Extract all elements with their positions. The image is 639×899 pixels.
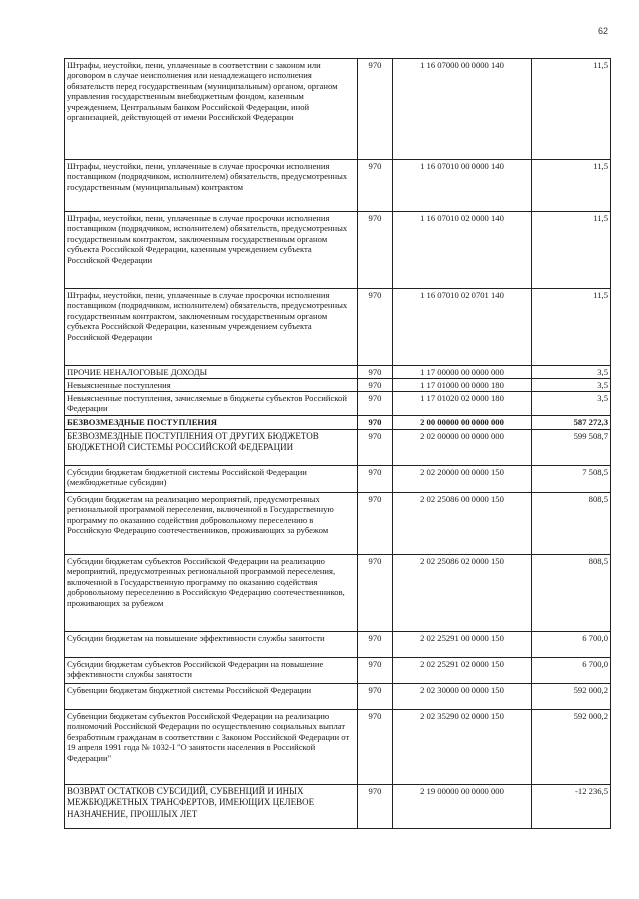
table-row bbox=[65, 493, 611, 555]
row-name: БЕЗВОЗМЕЗДНЫЕ ПОСТУПЛЕНИЯ bbox=[65, 416, 358, 430]
row-admin-code: 970 bbox=[358, 466, 393, 493]
row-name: Невыясненные поступления bbox=[65, 379, 358, 392]
row-name: Субсидии бюджетам на повышение эффективности службы занятости bbox=[65, 632, 358, 658]
row-name: Штрафы, неустойки, пени, уплаченные в случае просрочки исполнения поставщиком (подрядчиком, исполнителем) обязательств, предусмотренных государственным контрактом, заключенным государственным органом субъекта Российской Федерации, казенным учреждением субъекта Российской Федерации bbox=[65, 289, 358, 366]
row-amount: 599 508,7 bbox=[532, 430, 611, 466]
row-name: Штрафы, неустойки, пени, уплаченные в соответствии с законом или договором в случае неисполнения или ненадлежащего исполнения обязательств перед государственным (муниципальным) органом, органом управления государственным внебюджетным фондом, казенным учреждением, Центральным банком Российской Федерации, иной организацией, действующей от имени Российской Федерации bbox=[65, 59, 358, 160]
row-name: Субсидии бюджетам бюджетной системы Российской Федерации (межбюджетные субсидии) bbox=[65, 466, 358, 493]
row-classification-code: 2 02 20000 00 0000 150 bbox=[393, 466, 532, 493]
row-admin-code: 970 bbox=[358, 555, 393, 632]
row-amount: 11,5 bbox=[532, 59, 611, 160]
row-admin-code: 970 bbox=[358, 710, 393, 785]
row-amount: 592 000,2 bbox=[532, 684, 611, 710]
row-classification-code: 2 00 00000 00 0000 000 bbox=[393, 416, 532, 430]
row-classification-code: 2 02 25291 00 0000 150 bbox=[393, 632, 532, 658]
row-classification-code: 1 16 07000 00 0000 140 bbox=[393, 59, 532, 160]
row-amount: 6 700,0 bbox=[532, 658, 611, 684]
table-row bbox=[65, 212, 611, 289]
table-row bbox=[65, 710, 611, 785]
table-row bbox=[65, 555, 611, 632]
row-admin-code: 970 bbox=[358, 392, 393, 416]
table-row bbox=[65, 632, 611, 658]
row-classification-code: 2 02 35290 02 0000 150 bbox=[393, 710, 532, 785]
row-amount: 808,5 bbox=[532, 493, 611, 555]
row-name: Невыясненные поступления, зачисляемые в бюджеты субъектов Российской Федерации bbox=[65, 392, 358, 416]
row-amount: 7 508,5 bbox=[532, 466, 611, 493]
row-amount: 6 700,0 bbox=[532, 632, 611, 658]
row-classification-code: 2 02 30000 00 0000 150 bbox=[393, 684, 532, 710]
row-admin-code: 970 bbox=[358, 684, 393, 710]
row-name: Субсидии бюджетам на реализацию мероприятий, предусмотренных региональной программой переселения, включенной в Государственную программу по оказанию содействия добровольному переселению в Российскую Федерацию соотечественников, проживающих за рубежом bbox=[65, 493, 358, 555]
row-name: Штрафы, неустойки, пени, уплаченные в случае просрочки исполнения поставщиком (подрядчиком, исполнителем) обязательств, предусмотренных государственным (муниципальным) контрактом bbox=[65, 160, 358, 212]
row-classification-code: 1 17 01020 02 0000 180 bbox=[393, 392, 532, 416]
row-classification-code: 1 16 07010 02 0000 140 bbox=[393, 212, 532, 289]
row-classification-code: 2 02 25086 02 0000 150 bbox=[393, 555, 532, 632]
table-row bbox=[65, 289, 611, 366]
row-classification-code: 2 02 25086 00 0000 150 bbox=[393, 493, 532, 555]
table-row bbox=[65, 658, 611, 684]
table-row bbox=[65, 59, 611, 160]
table-row bbox=[65, 466, 611, 493]
row-name: ПРОЧИЕ НЕНАЛОГОВЫЕ ДОХОДЫ bbox=[65, 366, 358, 379]
row-name: Субвенции бюджетам субъектов Российской Федерации на реализацию полномочий Российской Федерации по осуществлению социальных выплат безработным гражданам в соответствии с Законом Российской Федерации от 19 апреля 1991 года № 1032-I "О занятости населения в Российской Федерации" bbox=[65, 710, 358, 785]
row-name: Субсидии бюджетам субъектов Российской Федерации на реализацию мероприятий, предусмотренных региональной программой переселения, включенной в Государственную программу по оказанию содействия добровольному переселению в Российскую Федерацию соотечественников, проживающих за рубежом bbox=[65, 555, 358, 632]
row-amount: 3,5 bbox=[532, 392, 611, 416]
row-amount: 808,5 bbox=[532, 555, 611, 632]
row-admin-code: 970 bbox=[358, 430, 393, 466]
row-classification-code: 1 17 01000 00 0000 180 bbox=[393, 379, 532, 392]
row-admin-code: 970 bbox=[358, 785, 393, 829]
row-admin-code: 970 bbox=[358, 658, 393, 684]
row-admin-code: 970 bbox=[358, 379, 393, 392]
row-admin-code: 970 bbox=[358, 59, 393, 160]
row-name: Штрафы, неустойки, пени, уплаченные в случае просрочки исполнения поставщиком (подрядчиком, исполнителем) обязательств, предусмотренных государственным контрактом, заключенным государственным органом субъекта Российской Федерации, казенным учреждением субъекта Российской Федерации bbox=[65, 212, 358, 289]
row-name: Субсидии бюджетам субъектов Российской Федерации на повышение эффективности службы занятости bbox=[65, 658, 358, 684]
table-row bbox=[65, 684, 611, 710]
row-amount: 11,5 bbox=[532, 212, 611, 289]
row-name: БЕЗВОЗМЕЗДНЫЕ ПОСТУПЛЕНИЯ ОТ ДРУГИХ БЮДЖЕТОВ БЮДЖЕТНОЙ СИСТЕМЫ РОССИЙСКОЙ ФЕДЕРАЦИИ bbox=[65, 430, 358, 466]
row-amount: -12 236,5 bbox=[532, 785, 611, 829]
row-amount: 3,5 bbox=[532, 366, 611, 379]
row-admin-code: 970 bbox=[358, 212, 393, 289]
row-classification-code: 1 16 07010 00 0000 140 bbox=[393, 160, 532, 212]
row-amount: 11,5 bbox=[532, 160, 611, 212]
row-amount: 11,5 bbox=[532, 289, 611, 366]
page-number: 62 bbox=[598, 26, 609, 36]
row-admin-code: 970 bbox=[358, 160, 393, 212]
table-row bbox=[65, 430, 611, 466]
table-row bbox=[65, 785, 611, 829]
row-classification-code: 1 17 00000 00 0000 000 bbox=[393, 366, 532, 379]
table-row-total bbox=[65, 416, 611, 430]
row-amount: 587 272,3 bbox=[532, 416, 611, 430]
table-row bbox=[65, 160, 611, 212]
row-amount: 3,5 bbox=[532, 379, 611, 392]
row-name: Субвенции бюджетам бюджетной системы Российской Федерации bbox=[65, 684, 358, 710]
revenue-table bbox=[64, 58, 611, 829]
row-classification-code: 2 02 00000 00 0000 000 bbox=[393, 430, 532, 466]
row-admin-code: 970 bbox=[358, 416, 393, 430]
table-row bbox=[65, 366, 611, 379]
row-admin-code: 970 bbox=[358, 289, 393, 366]
row-admin-code: 970 bbox=[358, 632, 393, 658]
row-admin-code: 970 bbox=[358, 493, 393, 555]
row-classification-code: 2 02 25291 02 0000 150 bbox=[393, 658, 532, 684]
table-row bbox=[65, 392, 611, 416]
table-row bbox=[65, 379, 611, 392]
row-classification-code: 2 19 00000 00 0000 000 bbox=[393, 785, 532, 829]
row-amount: 592 000,2 bbox=[532, 710, 611, 785]
row-admin-code: 970 bbox=[358, 366, 393, 379]
row-classification-code: 1 16 07010 02 0701 140 bbox=[393, 289, 532, 366]
row-name: ВОЗВРАТ ОСТАТКОВ СУБСИДИЙ, СУБВЕНЦИЙ И ИНЫХ МЕЖБЮДЖЕТНЫХ ТРАНСФЕРТОВ, ИМЕЮЩИХ ЦЕЛЕВОЕ НАЗНАЧЕНИЕ, ПРОШЛЫХ ЛЕТ bbox=[65, 785, 358, 829]
